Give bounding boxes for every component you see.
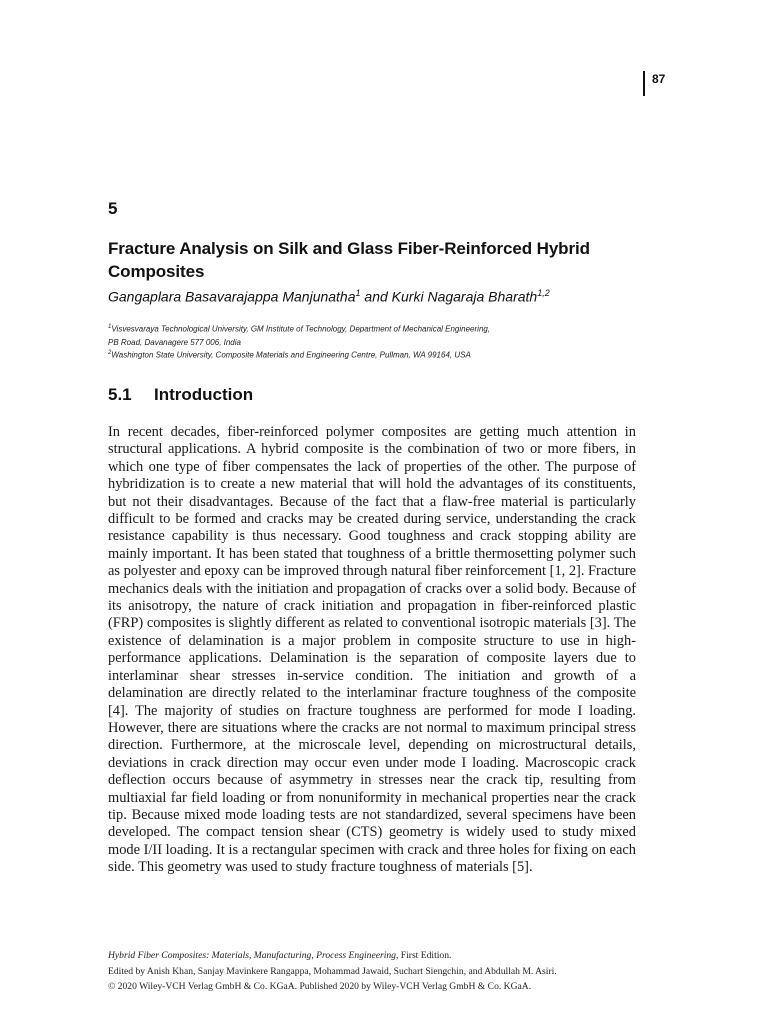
footer-book-title [108,950,668,961]
author-name: Gangaplara Basavarajappa Manjunatha [108,288,356,305]
affiliation-mark: 1 [108,324,112,330]
affiliation [108,347,648,362]
author-affiliation-mark: 1,2 [537,288,550,298]
author-list [108,288,648,305]
page-number: 87 [652,72,666,86]
footer-editors: Edited by Anish Khan, Sanjay Mavinkere Rangappa, Mohammad Jawaid, Suchart Siengchin, and Abdullah M. Asiri. [108,966,557,977]
affiliation [108,321,648,349]
chapter-number: 5 [108,199,118,218]
book-title: Hybrid Fiber Composites: Materials, Manufacturing, Process Engineering, [108,950,399,961]
footer-copyright: © 2020 Wiley-VCH Verlag GmbH & Co. KGaA. Published 2020 by Wiley-VCH Verlag GmbH & Co. KGaA. [108,981,532,992]
affiliation-text: Visvesvaraya Technological University, GM Institute of Technology, Department of Mechanical Engineering, [111,324,491,334]
author-name: Kurki Nagaraja Bharath [391,288,538,305]
affiliation-mark: 2 [108,350,112,356]
section-heading [108,385,253,405]
affiliation-text: PB Road, Davanagere 577 006, India [108,337,241,347]
section-title: Introduction [154,385,254,404]
author-affiliation-mark: 1 [355,288,361,298]
page-number-rule [643,71,645,96]
book-edition: First Edition. [398,950,452,961]
body-paragraph: In recent decades, fiber-reinforced polymer composites are getting much attention in structural applications. A hybrid composite is the combination of two or more fibers, in which one type of fiber compensates the lack of properties of the other. The purpose of hybridization is to create a new material that will hold the advantages of its constituents, but not their disadvantages. Because of the fact that a flaw-free material is particularly difficult to be formed and cracks may be created during service, understanding the crack resistance capability is thus necessary. Good toughness and crack stopping ability are mainly important. It has been stated that toughness of a brittle thermosetting polymer such as polyester and epoxy can be improved through natural fiber reinforcement [1, 2]. Fracture mechanics deals with the initiation and propagation of cracks over a solid body. Because of its anisotropy, the nature of crack initiation and propagation in fiber-reinforced plastic (FRP) composites is slightly different as related to conventional isotropic materials [3]. The existence of delamination is a major problem in composite structure to use in high-performance applications. Delamination is the separation of composite layers due to interlaminar shear stresses in-service condition. The initiation and growth of a delamination are directly related to the interlaminar fracture toughness of the composite [4]. The majority of studies on fracture toughness are performed for mode I loading. However, there are situations where the cracks are not normal to maximum principal stress direction. Furthermore, at the microscale level, depending on microstructural details, deviations in crack direction may occur even under mode I loading. Macroscopic crack deflection occurs because of asymmetry in stresses near the crack tip, resulting from multiaxial far field loading or from nonuniformity in mechanical properties near the crack tip. Because mixed mode loading tests are not standardized, several specimens have been developed. The compact tension shear (CTS) geometry is widely used to study mixed mode I/II loading. It is a rectangular specimen with crack and three holes for fixing on each side. This geometry was used to study fracture toughness of materials [5]. [108,424,636,876]
author-connector: and [360,288,392,305]
affiliation-text: Washington State University, Composite Materials and Engineering Centre, Pullman, WA 99164, USA [111,350,471,360]
section-number: 5.1 [108,385,132,404]
chapter-title: Fracture Analysis on Silk and Glass Fiber-Reinforced Hybrid Composites [108,239,590,281]
